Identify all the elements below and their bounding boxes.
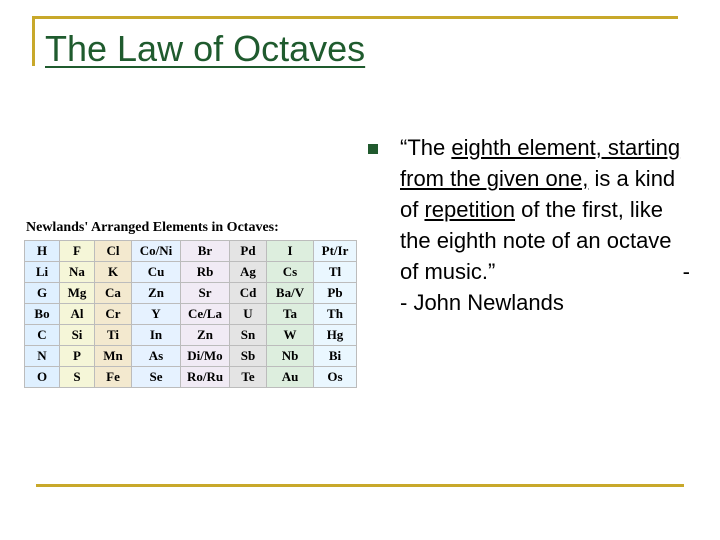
table-cell: Sb <box>230 346 267 367</box>
square-bullet-icon <box>368 144 378 154</box>
table-cell: Cl <box>95 241 132 262</box>
table-cell: Al <box>60 304 95 325</box>
table-cell: Th <box>314 304 357 325</box>
table-cell: Rb <box>181 262 230 283</box>
table-cell: H <box>25 241 60 262</box>
table-cell: Cu <box>132 262 181 283</box>
table-cell: O <box>25 367 60 388</box>
table-cell: Y <box>132 304 181 325</box>
table-cell: Li <box>25 262 60 283</box>
table-cell: In <box>132 325 181 346</box>
quote-dash: - <box>682 259 690 284</box>
table-cell: Zn <box>132 283 181 304</box>
top-rule <box>32 16 678 19</box>
table-cell: Ca <box>95 283 132 304</box>
table-cell: F <box>60 241 95 262</box>
table-cell: Bi <box>314 346 357 367</box>
table-cell: Cr <box>95 304 132 325</box>
table-cell: Sr <box>181 283 230 304</box>
table-cell: Si <box>60 325 95 346</box>
table-cell: Hg <box>314 325 357 346</box>
table-cell: K <box>95 262 132 283</box>
table-cell: Pt/Ir <box>314 241 357 262</box>
table-cell: C <box>25 325 60 346</box>
bottom-rule <box>36 484 684 487</box>
quote-part-2: is a kind of <box>400 166 676 222</box>
table-cell: P <box>60 346 95 367</box>
table-cell: Pd <box>230 241 267 262</box>
table-row <box>25 367 357 388</box>
octaves-table-figure <box>24 220 366 388</box>
table-cell: Cd <box>230 283 267 304</box>
table-cell: Na <box>60 262 95 283</box>
left-rule <box>32 16 35 66</box>
table-cell: As <box>132 346 181 367</box>
table-cell: I <box>267 241 314 262</box>
table-cell: W <box>267 325 314 346</box>
quote-part-1: “The <box>400 135 452 160</box>
table-cell: Sn <box>230 325 267 346</box>
table-cell: Os <box>314 367 357 388</box>
table-cell: Mg <box>60 283 95 304</box>
quote-underlined-2: repetition <box>424 197 515 222</box>
table-cell: S <box>60 367 95 388</box>
table-cell: Ag <box>230 262 267 283</box>
table-cell: Nb <box>267 346 314 367</box>
table-cell: Br <box>181 241 230 262</box>
quote-text <box>400 132 690 318</box>
table-cell: G <box>25 283 60 304</box>
table-cell: Zn <box>181 325 230 346</box>
table-row <box>25 304 357 325</box>
quote-attribution: - John Newlands <box>400 290 564 315</box>
slide-title: The Law of Octaves <box>45 28 366 69</box>
quote-part-3: of the first, like the eighth note of an octave of music.” <box>400 197 672 284</box>
table-cell: Co/Ni <box>132 241 181 262</box>
table-row <box>25 283 357 304</box>
table-cell: Ro/Ru <box>181 367 230 388</box>
table-cell: N <box>25 346 60 367</box>
table-cell: Au <box>267 367 314 388</box>
table-row <box>25 325 357 346</box>
table-cell: Di/Mo <box>181 346 230 367</box>
table-cell: Bo <box>25 304 60 325</box>
table-cell: Tl <box>314 262 357 283</box>
quote-underlined-1: eighth element, starting from the given one, <box>400 135 681 191</box>
table-row <box>25 262 357 283</box>
table-caption: Newlands' Arranged Elements in Octaves: <box>26 220 279 235</box>
table-cell: Cs <box>267 262 314 283</box>
table-cell: Fe <box>95 367 132 388</box>
table-row <box>25 241 357 262</box>
table-cell: Ta <box>267 304 314 325</box>
octaves-table <box>24 240 357 388</box>
table-cell: Mn <box>95 346 132 367</box>
table-cell: Ti <box>95 325 132 346</box>
table-cell: Se <box>132 367 181 388</box>
table-cell: Te <box>230 367 267 388</box>
table-row <box>25 346 357 367</box>
table-cell: Ba/V <box>267 283 314 304</box>
table-cell: U <box>230 304 267 325</box>
table-cell: Pb <box>314 283 357 304</box>
table-cell: Ce/La <box>181 304 230 325</box>
